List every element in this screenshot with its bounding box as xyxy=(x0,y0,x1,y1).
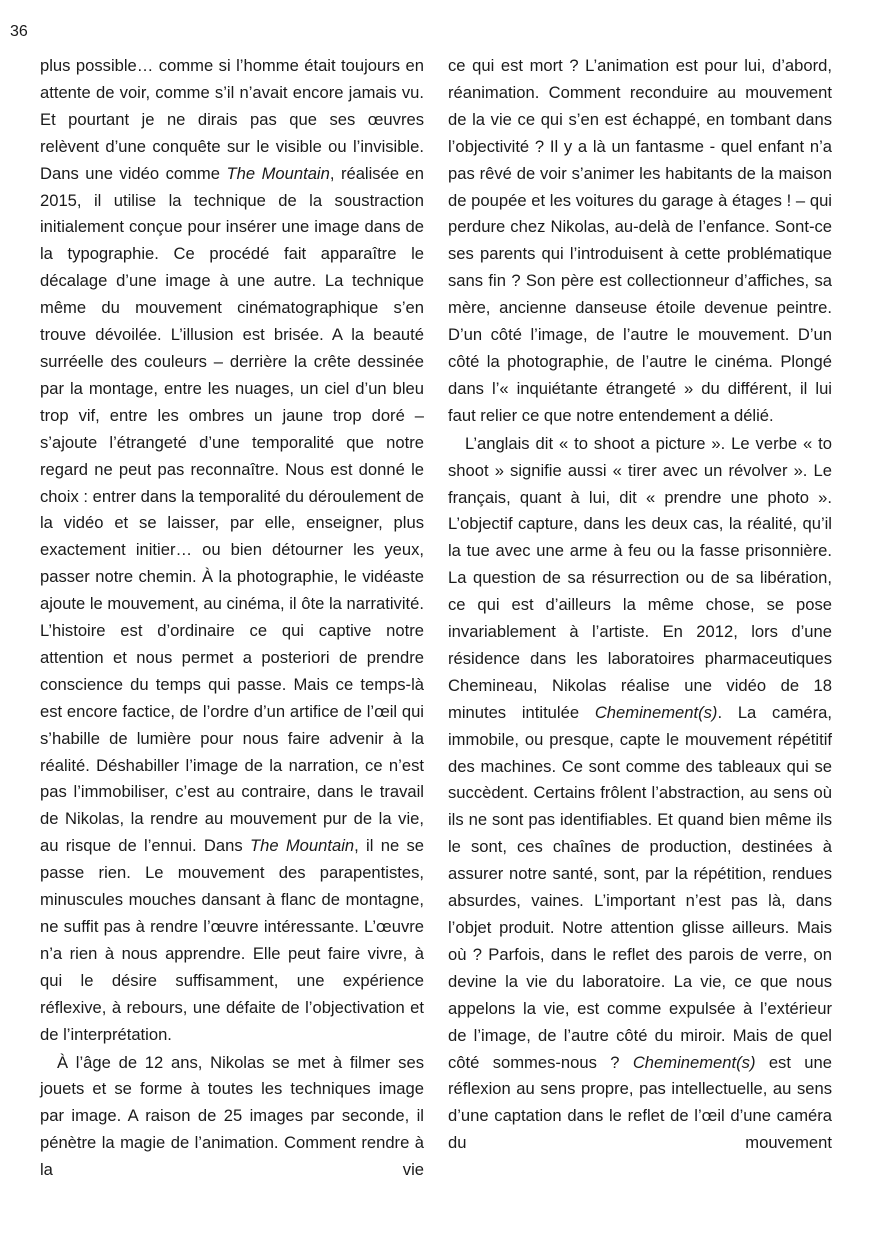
work-title: Cheminement(s) xyxy=(632,1052,756,1072)
page-number: 36 xyxy=(10,23,28,40)
work-title: The Mountain xyxy=(249,836,355,856)
left-column xyxy=(40,53,424,1184)
paragraph: ce qui est mort ? L’animation est pour lui, d’abord, réanimation. Comment reconduire au mouvement de la vie ce qui s’en est échappé, en tombant dans l’objectivité ? Il y a là un fantasme - quel enfant n’a pas rêvé de voir s’animer les habitants de la maison de poupée et les voitures du garage à étages ! – qui perdure chez Nikolas, au-delà de l’enfance. Sont-ce ses parents qui l’introduisent à cette problématique sans fin ? Son père est collectionneur d’affiches, sa mère, ancienne danseuse étoile devenue peintre. D’un côté l’image, de l’autre le mouvement. D’un côté la photographie, de l’autre le cinéma. Plongé dans l’« inquiétante étrangeté » du différent, il lui faut relier ce que notre entendement a délié. xyxy=(448,56,832,425)
text-run: , réalisée en 2015, il utilise la technique de la soustraction initialement conçue pour insérer une image dans de la typographie. Ce procédé fait apparaître le décalage d’une image à une autre. La technique même du mouvement cinématographique s’en trouve dévoilée. L’illusion est brisée. A la beauté surréelle des couleurs – derrière la crête dessinée par la montage, entre les nuages, un ciel d’un bleu trop vif, entre les ombres un jaune trop doré – s’ajoute l’étrangeté d’une temporalité que notre regard ne peut pas reconnaître. Nous est donné le choix : entrer dans la temporalité du déroulement de la vidéo et se laisser, par elle, enseigner, plus exactement initier… ou bien détourner les yeux, passer notre chemin. À la photographie, le vidéaste ajoute le mouvement, au cinéma, il ôte la narrativité. L’histoire est d’ordinaire ce qui captive notre attention et nous permet a posteriori de prendre conscience du temps qui passe. Mais ce temps-là est encore factice, de l’ordre d’un artifice de l’œil qui s’habille de lumière pour nous faire advenir à la réalité. Déshabiller l’image de la narration, ce n’est pas l’immobiliser, c’est au contraire, dans le travail de Nikolas, la rendre au mouvement pur de la vie, au risque de l’ennui. Dans xyxy=(40,163,425,856)
paragraph xyxy=(448,431,832,1157)
text-run: est une réflexion au sens propre, pas intellectuelle, au sens d’une captation dans le reflet de l’œil d’une caméra du mouvement xyxy=(448,1052,832,1153)
paragraph xyxy=(40,53,424,1049)
text-run: . La caméra, immobile, ou presque, capte le mouvement répétitif des machines. Ce sont comme des tableaux qui se succèdent. Certains frôlent l’abstraction, au sens où ils ne sont pas identifiables. Et quand bien même ils le sont, ces chaînes de production, destinées à assurer notre santé, sont, par la répétition, rendues absurdes, vaines. L’important n’est pas là, dans l’objet produit. Notre attention glisse ailleurs. Mais où ? Parfois, dans le reflet des parois de verre, on devine la vie du laboratoire. La vie, ce que nous appelons la vie, est comme expulsée à l’extérieur de l’image, de l’autre côté du miroir. Mais de quel côté sommes-nous ? xyxy=(448,702,832,1072)
paragraph: À l’âge de 12 ans, Nikolas se met à filmer ses jouets et se forme à toutes les techniques image par image. A raison de 25 images par seconde, il pénètre la magie de l’animation. Comment rendre à la vie xyxy=(40,1052,424,1180)
right-column xyxy=(448,53,832,1157)
work-title: Cheminement(s) xyxy=(594,702,718,722)
work-title: The Mountain xyxy=(226,163,330,183)
text-run: , il ne se passe rien. Le mouvement des parapentistes, minuscules mouches dansant à flanc de montagne, ne suffit pas à rendre l’œuvre intéressante. L’œuvre n’a rien à nous apprendre. Elle peut faire vivre, à qui le désire suffisamment, une expérience réflexive, à rebours, une défaite de l’objectivation et de l’interprétation. xyxy=(40,836,425,1044)
text-run: plus possible… comme si l’homme était toujours en attente de voir, comme s’il n’avait encore jamais vu. Et pourtant je ne dirais pas que ses œuvres relèvent d’une conquête sur le visible ou l’invisible. Dans une vidéo comme xyxy=(40,56,424,183)
text-run: L’anglais dit « to shoot a picture ». Le verbe « to shoot » signifie aussi « tirer avec un révolver ». Le français, quant à lui, dit « prendre une photo ». L’objectif capture, dans les deux cas, la réalité, qu’il la tue avec une arme à feu ou la fasse prisonnière. La question de sa résurrection ou de sa libération, ce qui est d’ailleurs la même chose, se pose invariablement à l’artiste. En 2012, lors d’une résidence dans les laboratoires pharmaceutiques Chemineau, Nikolas réalise une vidéo de 18 minutes intitulée xyxy=(448,433,832,722)
